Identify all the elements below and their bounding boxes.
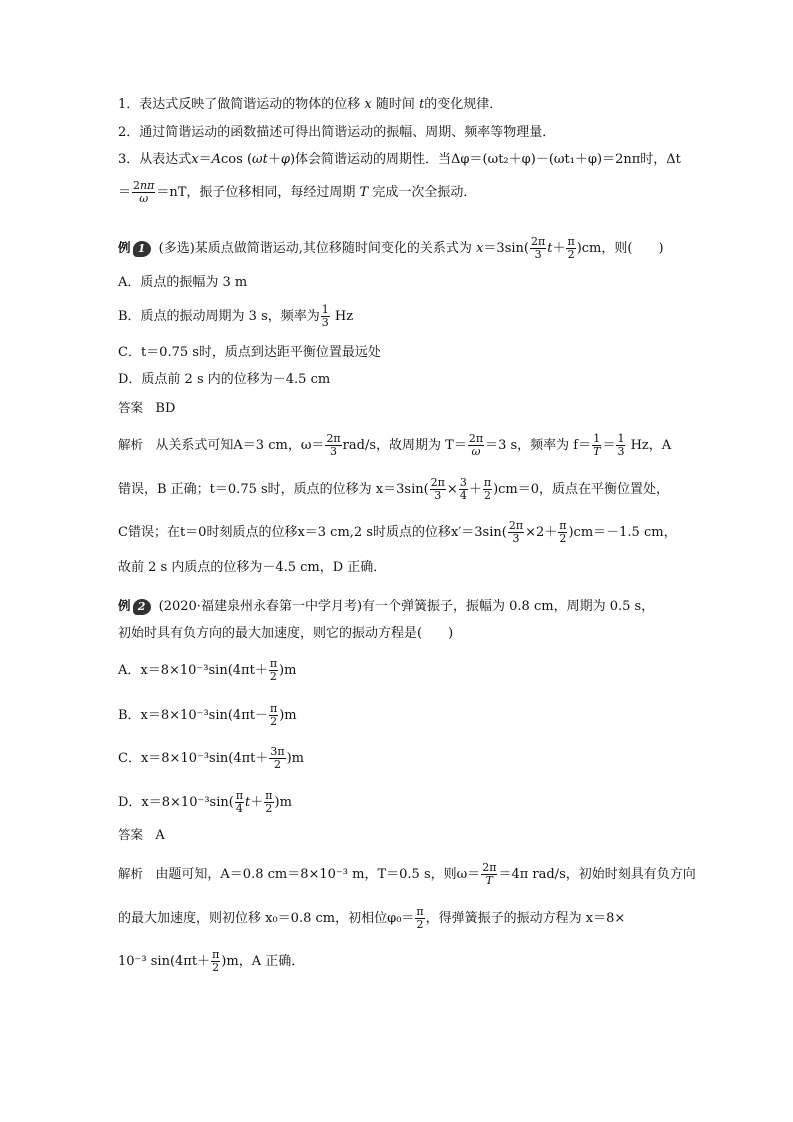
example-number-badge: 1 [133, 241, 151, 257]
point-2: 2．通过简谐运动的函数描述可得出简谐运动的振幅、周期、频率等物理量． [118, 125, 556, 140]
analysis-label: 解析 [118, 437, 144, 452]
option-c-unit: )m [286, 751, 305, 766]
analysis-text: 错误，B 正确；t＝0.75 s时，质点的位移为 x＝3sin( [118, 482, 429, 497]
example-2-answer [118, 826, 165, 845]
example-1-option-a: A．质点的振幅为 3 m [118, 275, 248, 290]
option-a-text: A．x＝8×10⁻³sin(4πt＋ [118, 663, 268, 678]
analysis-text: 从关系式可知A＝3 cm，ω＝ [155, 438, 325, 453]
example-1-option-c: C．t＝0.75 s时，质点到达距平衡位置最远处 [118, 345, 381, 360]
option-d-unit: )m [274, 795, 292, 810]
example-2-question-line-2: 初始时具有负方向的最大加速度，则它的振动方程是( ) [118, 626, 454, 641]
example-1-stem: (多选)某质点做简谐运动,其位移随时间变化的关系式为 [158, 241, 472, 256]
example-1-analysis-line-2: 错误，B 正确；t＝0.75 s时，质点的位移为 x＝3sin( $\frac{2\pi}{3}$ × $\frac{3}{4}$ ＋ $\frac{\pi}{2}$ )cm＝0，质点在平衡位置处， [118, 476, 670, 502]
point-3-text-c: ＝nT，振子位移相同，每经过周期 [156, 185, 356, 200]
example-2-option-d: D．x＝8×10⁻³sin( $\frac{\pi}{4}$ t＋ $\frac{\pi}{2}$ )m [118, 789, 292, 815]
analysis-text: 由题可知，A＝0.8 cm＝8×10⁻³ m，T＝0.5 s，则ω＝ [155, 867, 481, 882]
example-label: 例 [118, 598, 131, 613]
example-number-badge: 2 [133, 599, 151, 615]
analysis-text: 10⁻³ sin(4πt＋ [118, 954, 211, 969]
point-1-text-c: 的变化规律． [424, 97, 503, 112]
option-d-text: D．x＝8×10⁻³sin( [118, 795, 234, 810]
analysis-text: C错误；在t＝0时刻质点的位移x＝3 cm,2 s时质点的位移x′＝3sin( [118, 525, 507, 540]
analysis-text: )cm＝－1.5 cm， [568, 525, 677, 540]
option-b-text: B．质点的振动周期为 3 s，频率为 [118, 309, 320, 324]
analysis-label: 解析 [118, 866, 144, 881]
example-1-option-b: B．质点的振动周期为 3 s，频率为 $\frac{1}{3}$ Hz [118, 303, 354, 329]
analysis-text: ＝4π rad/s，初始时刻具有负方向 [498, 867, 696, 882]
example-2-option-a: A．x＝8×10⁻³sin(4πt＋ $\frac{\pi}{2}$ )m [118, 657, 297, 683]
example-2-analysis-line-1: 解析 由题可知，A＝0.8 cm＝8×10⁻³ m，T＝0.5 s，则ω＝ $\frac{2\pi}{T}$ ＝4π rad/s，初始时刻具有负方向 [118, 861, 696, 887]
answer-label: 答案 [118, 827, 144, 842]
example-1-analysis-line-4: 故前 2 s 内质点的位移为－4.5 cm，D 正确． [118, 560, 387, 575]
analysis-text: ×2＋ [525, 525, 558, 540]
point-3: 3．从表达式x＝Acos (ωt＋φ)体会简谐运动的周期性．当Δφ＝(ωt₂＋φ)－(ωt₁＋φ)＝2nπ时，Δt [118, 152, 681, 167]
example-2-analysis-line-3: 10⁻³ sin(4πt＋ $\frac{\pi}{2}$ )m，A 正确． [118, 948, 305, 974]
example-1-answer [118, 399, 175, 418]
answer-value: BD [155, 401, 176, 416]
example-2-stem: (2020·福建泉州永春第一中学月考)有一个弹簧振子，振幅为 0.8 cm，周期为 0.5 s， [158, 599, 655, 614]
point-1-text: 1．表达式反映了做简谐运动的物体的位移 [118, 97, 361, 112]
analysis-text: ，得弹簧振子的振动方程为 x＝8× [425, 911, 626, 926]
option-a-unit: )m [279, 663, 297, 678]
example-1-stem-tail: cm，则( ) [581, 241, 664, 256]
point-1: 1．表达式反映了做简谐运动的物体的位移 x 随时间 t的变化规律． [118, 97, 503, 112]
option-c-text: C．x＝8×10⁻³sin(4πt＋ [118, 751, 269, 766]
example-1-question: 例 1 (多选)某质点做简谐运动,其位移随时间变化的关系式为 x＝3sin( $\frac{2\pi}{3}$ t＋ $\frac{\pi}{2}$ )cm，则( ) [118, 235, 664, 261]
example-1-analysis-line-1: 解析 从关系式可知A＝3 cm，ω＝ $\frac{2\pi}{3}$ rad/s，故周期为 T＝ $\frac{2\pi}{\omega}$ ＝3 s，频率为 f＝ $\frac{1}{T}$ ＝ $\frac{1}{3}$ Hz，A [118, 432, 672, 458]
example-2-option-b: B．x＝8×10⁻³sin(4πt－ $\frac{\pi}{2}$ )m [118, 702, 297, 728]
example-label: 例 [118, 240, 131, 255]
example-2-analysis-line-2: 的最大加速度，则初位移 x₀＝0.8 cm，初相位φ₀＝ $\frac{\pi}{2}$ ，得弹簧振子的振动方程为 x＝8× [118, 905, 626, 931]
analysis-text: ＝3 s，频率为 f＝ [485, 438, 592, 453]
point-3-cont: ＝ $\frac{2n\pi}{\omega}$ ＝nT，振子位移相同，每经过周期 T 完成一次全振动． [118, 179, 477, 205]
analysis-text: rad/s，故周期为 T＝ [342, 438, 467, 453]
example-2-option-c: C．x＝8×10⁻³sin(4πt＋ $\frac{3\pi}{2}$ )m [118, 745, 305, 771]
option-b-unit: )m [279, 708, 297, 723]
option-b-text: B．x＝8×10⁻³sin(4πt－ [118, 708, 268, 723]
answer-label: 答案 [118, 400, 144, 415]
analysis-text: 的最大加速度，则初位移 x₀＝0.8 cm，初相位φ₀＝ [118, 911, 415, 926]
fraction: $\frac{2n\pi}{\omega}$ [133, 179, 155, 205]
example-1-option-d: D．质点前 2 s 内的位移为－4.5 cm [118, 372, 331, 387]
point-1-text-b: 随时间 [375, 97, 415, 112]
analysis-text: )m，A 正确． [221, 954, 305, 969]
answer-value: A [155, 828, 165, 843]
point-3-text-d: 完成一次全振动． [372, 185, 477, 200]
example-2-question-line-1 [118, 597, 654, 616]
option-b-unit: Hz [334, 309, 354, 324]
analysis-text: )cm＝0，质点在平衡位置处， [493, 482, 670, 497]
analysis-text: Hz，A [630, 438, 672, 453]
point-3-text-b: 体会简谐运动的周期性．当Δφ＝(ωt₂＋φ)－(ωt₁＋φ)＝2nπ时，Δt [295, 152, 681, 167]
point-3-text: 3．从表达式 [118, 152, 192, 167]
example-1-analysis-line-3: C错误；在t＝0时刻质点的位移x＝3 cm,2 s时质点的位移x′＝3sin( $\frac{2\pi}{3}$ ×2＋ $\frac{\pi}{2}$ )cm＝－1.5 cm， [118, 519, 677, 545]
